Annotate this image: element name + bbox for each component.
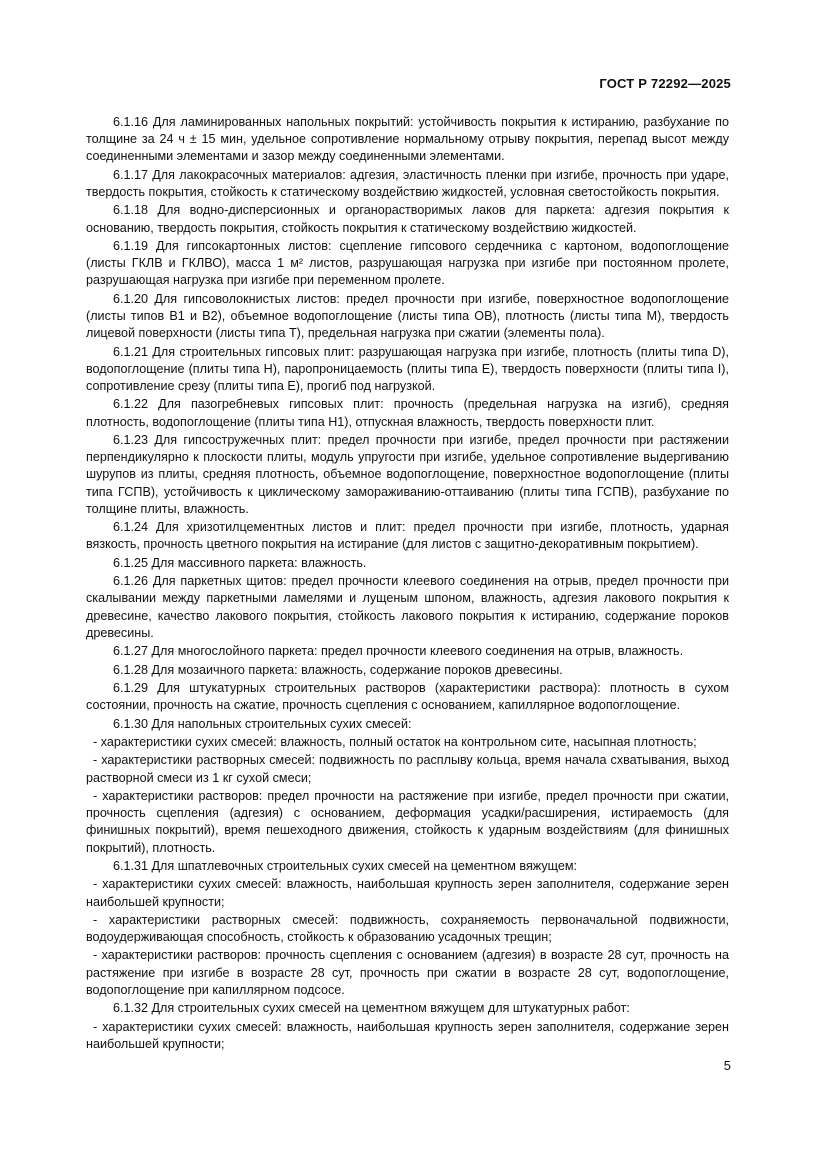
clause-paragraph: 6.1.21 Для строительных гипсовых плит: разрушающая нагрузка при изгибе, плотность (плиты типа D), водопоглощение (плиты типа Н), паропроницаемость (плиты типа Е), твердость поверхности (плиты типа I), сопротивление срезу (плиты типа Е), прогиб под нагрузкой. <box>86 344 729 393</box>
clause-paragraph: 6.1.22 Для пазогребневых гипсовых плит: прочность (предельная нагрузка на изгиб), средняя плотность, водопоглощение (плиты типа Н1), отпускная влажность, твердость поверхности плит. <box>86 397 729 429</box>
clause-paragraph: 6.1.32 Для строительных сухих смесей на цементном вяжущем для штукатурных работ: <box>113 1001 630 1016</box>
document-header: ГОСТ Р 72292—2025 <box>599 76 731 91</box>
list-item: - характеристики растворных смесей: подвижность по расплыву кольца, время начала схватывания, выход растворной смеси из 1 кг сухой смеси; <box>86 753 729 785</box>
list-item: - характеристики сухих смесей: влажность, полный остаток на контрольном сите, насыпная плотность; <box>93 734 697 749</box>
clause-paragraph: 6.1.26 Для паркетных щитов: предел прочности клеевого соединения на отрыв, предел прочности при скалывании между паркетными ламелями и лущеным шпоном, влажность, адгезия лакового покрытия к древесине, качество лакового покрытия, стойкость лакового покрытия к истиранию, содержание пороков древесины. <box>86 574 729 640</box>
clause-paragraph: 6.1.25 Для массивного паркета: влажность. <box>113 555 367 570</box>
document-body <box>86 114 729 1054</box>
clause-paragraph: 6.1.17 Для лакокрасочных материалов: адгезия, эластичность пленки при изгибе, прочность при ударе, твердость покрытия, стойкость к статическому воздействию жидкостей, условная светостойкость покрытия. <box>86 167 729 199</box>
clause-paragraph: 6.1.20 Для гипсоволокнистых листов: предел прочности при изгибе, поверхностное водопоглощение (листы типов В1 и В2), объемное водопоглощение (листы типа ОВ), плотность (листы типа М), твердость лицевой поверхности (листы типа Т), предельная нагрузка при сжатии (элементы пола). <box>86 291 729 341</box>
clause-paragraph: 6.1.18 Для водно-дисперсионных и органорастворимых лаков для паркета: адгезия покрытия к основанию, твердость покрытия, стойкость покрытия к статическому воздействию жидкостей. <box>86 203 729 235</box>
list-item: - характеристики сухих смесей: влажность, наибольшая крупность зерен заполнителя, содержание зерен наибольшей крупности; <box>86 1019 729 1051</box>
list-item: - характеристики растворов: прочность сцепления с основанием (адгезия) в возрасте 28 сут, прочность на растяжение при изгибе в возрасте 28 сут, прочность при сжатии в возрасте 28 сут, водопоглощение, водопоглощение при капиллярном подсосе. <box>86 948 729 997</box>
clause-paragraph: 6.1.24 Для хризотилцементных листов и плит: предел прочности при изгибе, плотность, ударная вязкость, прочность цветного покрытия на истирание (для листов с защитно-декоративным покрытием). <box>86 520 729 552</box>
page-number: 5 <box>723 1058 731 1073</box>
list-item: - характеристики сухих смесей: влажность, наибольшая крупность зерен заполнителя, содержание зерен наибольшей крупности; <box>86 877 729 909</box>
clause-paragraph: 6.1.30 Для напольных строительных сухих смесей: <box>113 716 412 731</box>
clause-paragraph: 6.1.31 Для шпатлевочных строительных сухих смесей на цементном вяжущем: <box>113 858 578 873</box>
list-item: - характеристики растворов: предел прочности на растяжение при изгибе, предел прочности при сжатии, прочность сцепления (адгезия) с основанием, деформация усадки/расширения, истираемость (для финишных покрытий), время пешеходного движения, стойкость к ударным воздействиям (для финишных покрытий), плотность. <box>86 788 729 855</box>
clause-paragraph: 6.1.29 Для штукатурных строительных растворов (характеристики раствора): плотность в сухом состоянии, прочность на сжатие, прочность сцепления с основанием, капиллярное водопоглощение. <box>86 680 729 713</box>
clause-paragraph: 6.1.16 Для ламинированных напольных покрытий: устойчивость покрытия к истиранию, разбухание по толщине за 24 ч ± 15 мин, удельное сопротивление нормальному отрыву покрытия, перепад высот между соединенными элементами и зазор между соединенными элементами. <box>86 115 729 164</box>
clause-paragraph: 6.1.28 Для мозаичного паркета: влажность, содержание пороков древесины. <box>113 662 563 677</box>
clause-paragraph: 6.1.23 Для гипсостружечных плит: предел прочности при изгибе, предел прочности при растяжении перпендикулярно к плоскости плиты, модуль упругости при изгибе, удельное сопротивление выдергиванию шурупов из плиты, средняя плотность, объемное водопоглощение, поверхностное водопоглощение (плиты типа ГСПВ), устойчивость к циклическому замораживанию-оттаиванию (плиты типа ГСПВ), разбухание по толщине плиты, влажность. <box>86 432 729 516</box>
clause-paragraph: 6.1.19 Для гипсокартонных листов: сцепление гипсового сердечника с картоном, водопоглощение (листы ГКЛВ и ГКЛВО), масса 1 м² листов, разрушающая нагрузка при изгибе при постоянном пролете, разрушающая нагрузка при изгибе при переменном пролете. <box>86 238 729 288</box>
list-item: - характеристики растворных смесей: подвижность, сохраняемость первоначальной подвижности, водоудерживающая способность, стойкость к образованию усадочных трещин; <box>86 912 729 945</box>
clause-paragraph: 6.1.27 Для многослойного паркета: предел прочности клеевого соединения на отрыв, влажность. <box>113 644 684 659</box>
